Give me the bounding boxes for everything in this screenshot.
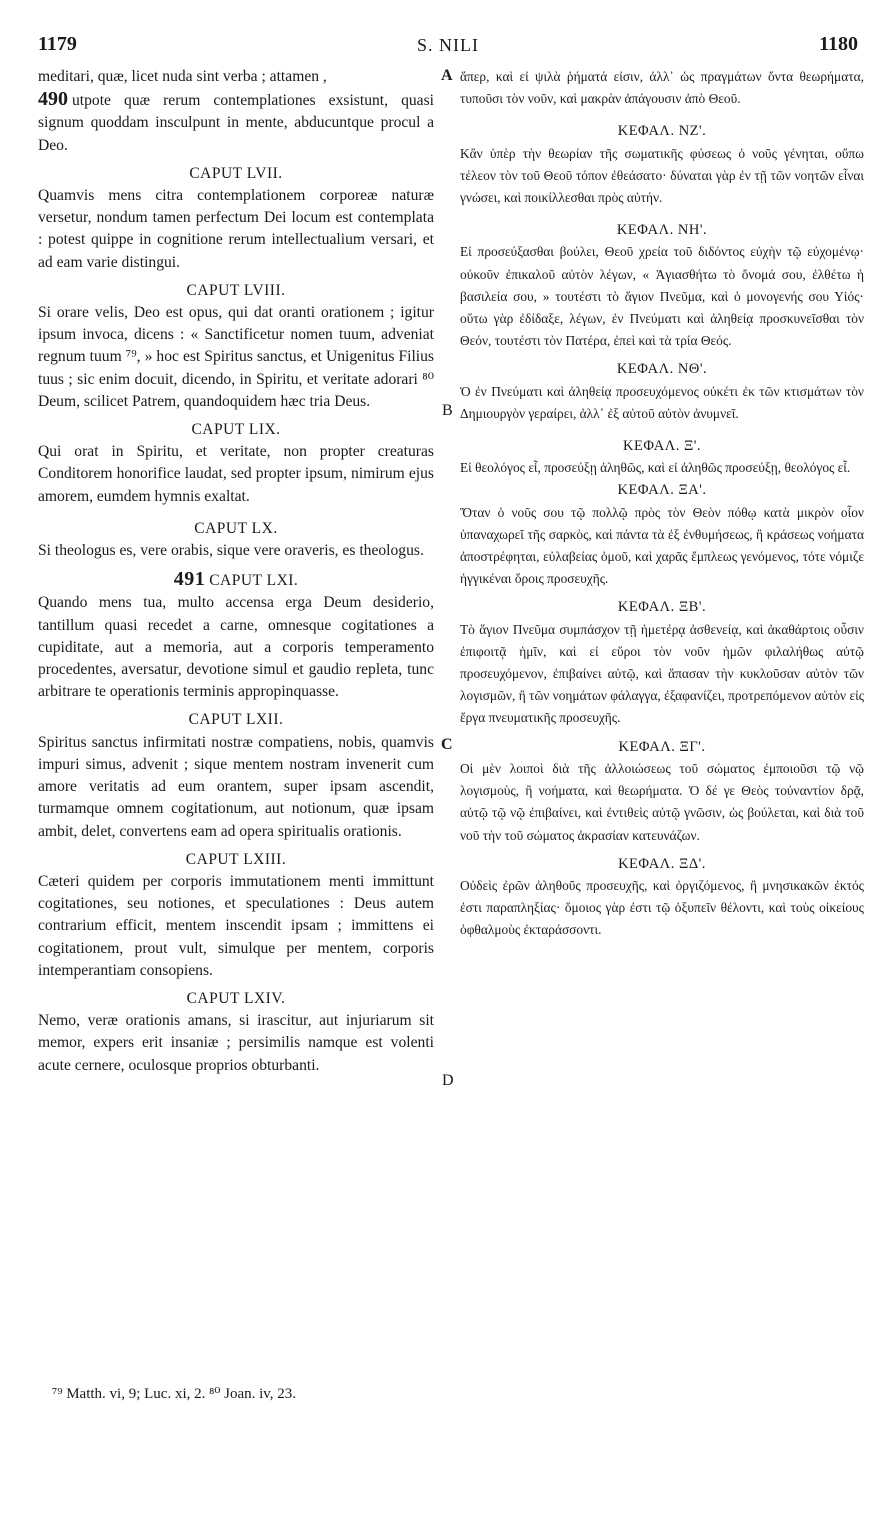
latin-intro-text: utpote quæ rerum contemplationes exsistunt, quasi signum quoddam insculpunt in mente, abducuntque procul a Deo. [38, 92, 434, 154]
latin-heading-lxiv: CAPUT LXIV. [186, 989, 286, 1007]
latin-heading-lviii: CAPUT LVIII. [186, 281, 286, 299]
latin-text-lvii: Quamvis mens citra contemplationem corporeæ naturæ versetur, nondum tamen perfectum Dei locum est contemplata : potest quippe in cognitione rerum intellectualium versari, et ad eam varie distingui. [38, 187, 434, 271]
latin-text-lxi: Quando mens tua, multo accensa erga Deum desiderio, tantillum quasi recedet a carne, omnesque cogitationes a cupiditate, aut a memoria, aut a corporis temperamento procedentes, aversatur, devotione simul et gaudio repleta, tunc arbitrare te operationis terminis appropinquasse. [38, 594, 434, 701]
footnotes: ⁷⁹ Matth. vi, 9; Luc. xi, 2. ⁸⁰ Joan. iv, 23. [52, 1386, 297, 1402]
greek-heading-nz: ΚΕΦΑΛ. ΝΖ'. [617, 123, 707, 140]
greek-text-x: Εἰ θεολόγος εἶ, προσεύξῃ ἀληθῶς, καὶ εἰ ἀληθῶς προσεύξῃ, θεολόγος εἶ. [460, 460, 851, 476]
greek-text-xb: Τὸ ἅγιον Πνεῦμα συμπάσχον τῇ ἡμετέρᾳ ἀσθενείᾳ, καὶ ἀκαθάρτοις οὖσιν ἐπιφοιτᾷ ἡμῖν, καὶ εἰ εὕροι τὸν νοῦν ἡμῶν φιλαλήθως αὐτῷ προσευχόμενον, ἐπιβαίνει αὐτῷ, καὶ ἅπασαν τὴν κυκλοῦσαν αὐτὸν τῶν λογισμῶν, ἢ τῶν νοημάτων φάλαγγα, ἐξαφανίζει, προτρεπόμενον αὐτὸν εἰς ἔργα πνευματικῆς προσευχῆς. [460, 621, 864, 726]
greek-heading-xa: ΚΕΦΑΛ. ΞΑ'. [617, 482, 707, 499]
latin-heading-lxii: CAPUT LXII. [188, 711, 284, 729]
greek-text-xg: Οἱ μὲν λοιποὶ διὰ τῆς ἀλλοιώσεως τοῦ σώματος ἐμποιοῦσι τῷ νῷ λογισμοὺς, ἢ νοήματα, καὶ θεωρήματα. Ὁ δέ γε Θεὸς τοὐναντίον δρᾷ, αὐτῷ τῷ νῷ ἐπιβαίνει, καὶ ἐντιθεὶς αὐτῷ γνῶσιν, ὡς βούλεται, καὶ διὰ τοῦ νοῦ τὴν τοῦ σώματος ἀκρασίαν κατευνάζων. [460, 760, 864, 843]
greek-column [460, 66, 864, 942]
margin-marker-a: A [441, 67, 453, 84]
latin-column [38, 66, 434, 1077]
greek-heading-nh: ΚΕΦΑΛ. ΝΗ'. [616, 222, 708, 239]
latin-text-lxiv: Nemo, veræ orationis amans, si irascitur, aut injuriarum sit memor, expers erit insaniæ ; persimilis namque est volenti acute cernere, oculosque proprios obturbanti. [38, 1012, 434, 1074]
running-title: S. NILI [417, 35, 479, 55]
page-number-left: 1179 [38, 33, 77, 55]
greek-text-nth: Ὁ ἐν Πνεύματι καὶ ἀληθείᾳ προσευχόμενος οὐκέτι ἐκ τῶν κτισμάτων τὸν Δημιουργὸν γεραίρει, ἀλλ᾽ ἐξ αὐτοῦ αὐτὸν ἀνυμνεῖ. [460, 383, 864, 421]
greek-heading-xg: ΚΕΦΑΛ. ΞΓ'. [618, 738, 706, 755]
greek-heading-xd: ΚΕΦΑΛ. ΞΔ'. [618, 855, 706, 872]
margin-marker-d: D [442, 1072, 454, 1089]
margin-marker-c: C [441, 736, 453, 753]
latin-text-lxiii: Cæteri quidem per corporis immutationem menti immittunt cogitationes, seu notiones, et speculationes : Deus autem contrarium efficit, mentem inscendit ipsam ; immittens ei cogitationem, prout vult, simulque per mentem, corporis intemperantiam consopiens. [38, 872, 434, 979]
greek-text-xa: Ὅταν ὁ νοῦς σου τῷ πολλῷ πρὸς τὸν Θεὸν πόθῳ κατὰ μικρὸν οἷον ὑπαναχωρεῖ τῆς σαρκὸς, καὶ πάντα τὰ ἐξ ἐνθυμήσεως, ἢ κράσεως νοήματα ἀποστρέφηται, εὐλαβείας ὁμοῦ, καὶ χαρᾶς ἔμπλεως γενόμενος, τότε νόμιζε ἠγγικέναι ὅροις προσευχῆς. [460, 504, 864, 587]
greek-heading-nth: ΚΕΦΑΛ. ΝΘ'. [616, 361, 708, 378]
greek-text-nh: Εἰ προσεύξασθαι βούλει, Θεοῦ χρεία τοῦ διδόντος εὐχὴν τῷ εὐχομένῳ· οὐκοῦν ἐπικαλοῦ αὐτὸν λέγων, « Ἁγιασθήτω τὸ ὄνομά σου, ἐλθέτω ἡ βασιλεία σου, » τουτέστι τὸ ἅγιον Πνεῦμα, καὶ ὁ μονογενής σου Υἱός· οὕτω γὰρ ἐδίδαξε, λέγων, ἐν Πνεύματι καὶ ἀληθείᾳ προσκυνεῖσθαι τὸν Θεόν, τουτέστι τὸν Πατέρα, ἐπεὶ καὶ τὰ τρία Θεός. [460, 244, 864, 349]
column-number-490: 490 [38, 88, 68, 111]
greek-text-nz: Κἂν ὑπὲρ τὴν θεωρίαν τῆς σωματικῆς φύσεως ὁ νοῦς γένηται, οὔπω τέλεον τὸν τοῦ Θεοῦ τόπον ἐθεάσατο· δύναται γὰρ ἐν τῇ τῶν νοητῶν εἶναι γνώσει, καὶ ποικίλλεσθαι πρὸς αὐτήν. [460, 145, 864, 206]
latin-text-lix: Qui orat in Spiritu, et veritate, non propter creaturas Conditorem honorifice laudat, sed propter ipsum, nimirum ejus amorem, eumdem hymnis exaltat. [38, 443, 434, 505]
latin-heading-lxi-row [38, 568, 434, 592]
latin-text-lxii: Spiritus sanctus infirmitati nostræ compatiens, nobis, quamvis impuri simus, advenit ; sique mentem nostram invenerit cum amore veritatis ad eum orantem, super ipsam ascendit, turmamque omnem cogitationum, aut notionum, quæ ipsam ambit, delet, convertens eam ad opera spiritualis orationis. [38, 733, 434, 840]
latin-heading-lix: CAPUT LIX. [191, 421, 281, 439]
latin-heading-lvii: CAPUT LVII. [189, 164, 283, 182]
latin-heading-lxiii: CAPUT LXIII. [185, 850, 287, 868]
column-number-491: 491 [173, 568, 206, 591]
greek-heading-x: ΚΕΦΑΛ. Ξ'. [622, 438, 702, 455]
latin-text-lx: Si theologus es, vere orabis, sique vere oraveris, es theologus. [38, 542, 424, 560]
running-head [38, 33, 858, 63]
margin-marker-b: B [442, 402, 453, 419]
greek-heading-xb: ΚΕΦΑΛ. ΞΒ'. [617, 599, 707, 616]
latin-text-lviii: Si orare velis, Deo est opus, qui dat oranti orationem ; igitur ipsum invoca, dicens : « Sanctificetur nomen tuum, adveniat regnum tuum ⁷⁹, » hoc est Spiritus sanctus, et Unigenitus Filius tuus ; sic enim docuit, dicendo, in Spiritu, et veritate adorari ⁸⁰ Deum, scilicet Patrem, quandoquidem hæc tria Deus. [38, 304, 434, 410]
latin-intro-line: meditari, quæ, licet nuda sint verba ; attamen , [38, 68, 327, 85]
latin-heading-lxi: CAPUT LXI. [209, 572, 299, 590]
greek-text-xd: Οὐδεὶς ἐρῶν ἀληθοῦς προσευχῆς, καὶ ὀργιζόμενος, ἢ μνησικακῶν ἐκτός ἐστι παραπληξίας· ὅμοιος γὰρ ἐστι τῷ ὀξυπεῖν θέλοντι, καὶ τοὺς οἰκείους ὀφθαλμοὺς ἐκταράσσοντι. [460, 877, 864, 938]
latin-intro-paragraph [38, 88, 434, 157]
page-number-right: 1180 [819, 33, 858, 55]
greek-intro: ἅπερ, καὶ εἰ ψιλὰ ῥήματά εἰσιν, ἀλλ᾽ ὡς πραγμάτων ὄντα θεωρήματα, τυποῦσι τὸν νοῦν, καὶ μακρὰν ἀπάγουσιν ἀπὸ Θεοῦ. [460, 69, 864, 107]
latin-heading-lx: CAPUT LX. [194, 519, 278, 537]
